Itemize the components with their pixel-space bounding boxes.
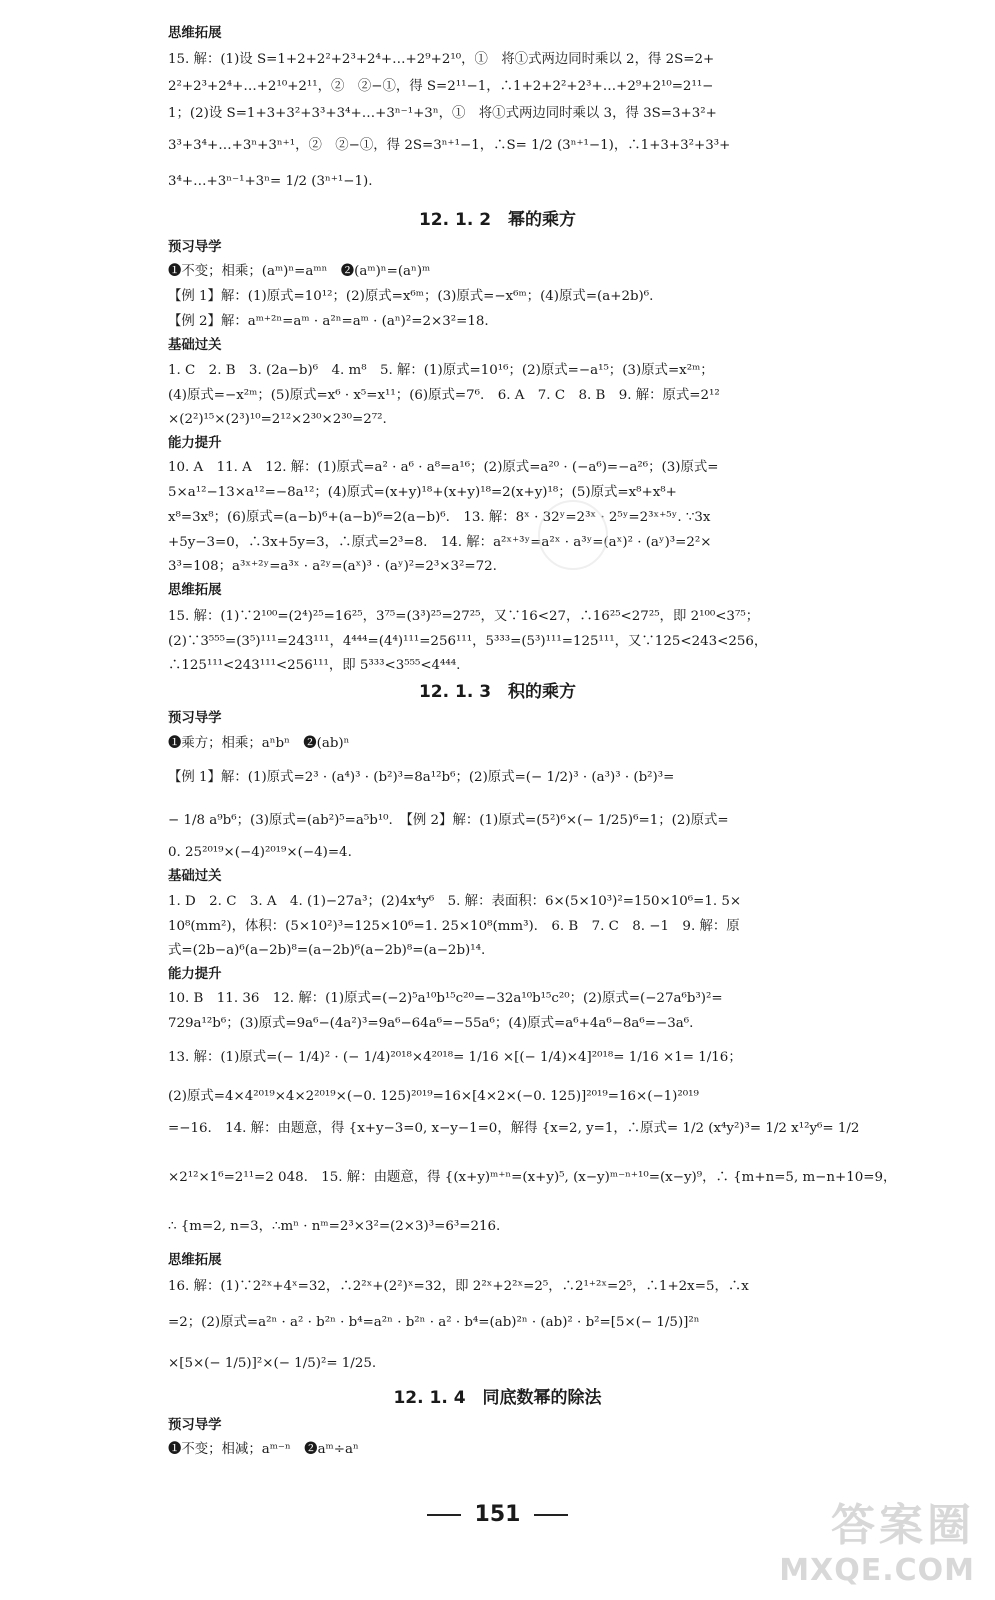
text-line: ❶不变；相减；aᵐ⁻ⁿ ❷aᵐ÷aⁿ [168, 1442, 359, 1457]
text-line: 1；(2)设 S=1+3+3²+3³+3⁴+…+3ⁿ⁻¹+3ⁿ，① 将①式两边同时乘以 3，得 3S=3+3²+ [168, 106, 717, 121]
section-header: 预习导学 [168, 1418, 222, 1433]
text-line: 10⁸(mm²)，体积：(5×10²)³=125×10⁶=1. 25×10⁸(mm³). 6. B 7. C 8. −1 9. 解：原 [168, 919, 740, 934]
text-line: 3⁴+…+3ⁿ⁻¹+3ⁿ= 1/2 (3ⁿ⁺¹−1). [168, 174, 373, 189]
text-line: (2)∵3⁵⁵⁵=(3⁵)¹¹¹=243¹¹¹，4⁴⁴⁴=(4⁴)¹¹¹=256¹¹¹，5³³³=(5³)¹¹¹=125¹¹¹，又∵125<243<256， [168, 634, 768, 649]
text-line: 【例 2】解：aᵐ⁺²ⁿ=aᵐ · a²ⁿ=aᵐ · (aⁿ)²=2×3²=18. [168, 314, 489, 329]
section-header: 预习导学 [168, 240, 222, 255]
text-line: 5×a¹²−13×a¹²=−8a¹²；(4)原式=(x+y)¹⁸+(x+y)¹⁸=2(x+y)¹⁸；(5)原式=x⁸+x⁸+ [168, 485, 677, 500]
text-line: 15. 解：(1)设 S=1+2+2²+2³+2⁴+…+2⁹+2¹⁰，① 将①式两边同时乘以 2，得 2S=2+ [168, 52, 715, 67]
text-line: =−16. 14. 解：由题意，得 {x+y−3=0, x−y−1=0，解得 {x=2, y=1，∴原式= 1/2 (x⁴y²)³= 1/2 x¹²y⁶= 1/2 [168, 1121, 860, 1136]
section-header: 预习导学 [168, 711, 222, 726]
text-line: 式=(2b−a)⁶(a−2b)⁸=(a−2b)⁶(a−2b)⁸=(a−2b)¹⁴. [168, 943, 486, 958]
text-line: 【例 1】解：(1)原式=2³ · (a⁴)³ · (b²)³=8a¹²b⁶；(2)原式=(− 1/2)³ · (a³)³ · (b²)³= [168, 770, 675, 785]
text-line: ×2¹²×1⁶=2¹¹=2 048. 15. 解：由题意，得 {(x+y)ᵐ⁺ⁿ=(x+y)⁵, (x−y)ᵐ⁻ⁿ⁺¹⁰=(x−y)⁹，∴ {m+n=5, m−n+10=9， [168, 1170, 897, 1185]
page-number-value: 151 [474, 1502, 521, 1527]
section-header: 能力提升 [168, 436, 222, 451]
text-line: +5y−3=0，∴3x+5y=3，∴原式=2³=8. 14. 解：a²ˣ⁺³ʸ=a²ˣ · a³ʸ=(aˣ)² · (aʸ)³=2²× [168, 535, 712, 550]
section-header: 思维拓展 [168, 583, 222, 598]
section-header: 思维拓展 [168, 26, 222, 41]
text-line: =2；(2)原式=a²ⁿ · a² · b²ⁿ · b⁴=a²ⁿ · b²ⁿ · a² · b⁴=(ab)²ⁿ · (ab)² · b²=[5×(− 1/5)]²ⁿ [168, 1315, 700, 1330]
text-line: 3³=108；a³ˣ⁺²ʸ=a³ˣ · a²ʸ=(aˣ)³ · (aʸ)²=2³×3²=72. [168, 559, 497, 574]
section-header: 思维拓展 [168, 1253, 222, 1268]
text-line: 【例 1】解：(1)原式=10¹²；(2)原式=x⁶ᵐ；(3)原式=−x⁶ᵐ；(4)原式=(a+2b)⁶. [168, 289, 654, 304]
text-line: 16. 解：(1)∵2²ˣ+4ˣ=32，∴2²ˣ+(2²)ˣ=32，即 2²ˣ+2²ˣ=2⁵，∴2¹⁺²ˣ=2⁵，∴1+2x=5，∴x [168, 1279, 749, 1294]
text-line: ❶不变；相乘；(aᵐ)ⁿ=aᵐⁿ ❷(aᵐ)ⁿ=(aⁿ)ᵐ [168, 264, 431, 279]
text-line: ❶乘方；相乘；aⁿbⁿ ❷(ab)ⁿ [168, 736, 350, 751]
section-header: 基础过关 [168, 338, 222, 353]
watermark-line1: 答案圈 [831, 1500, 975, 1551]
text-line: ∴125¹¹¹<243¹¹¹<256¹¹¹，即 5³³³<3⁵⁵⁵<4⁴⁴⁴. [168, 658, 461, 673]
text-line: 729a¹²b⁶；(3)原式=9a⁶−(4a²)³=9a⁶−64a⁶=−55a⁶；(4)原式=a⁶+4a⁶−8a⁶=−3a⁶. [168, 1016, 694, 1031]
text-line: 10. B 11. 36 12. 解：(1)原式=(−2)⁵a¹⁰b¹⁵c²⁰=−32a¹⁰b¹⁵c²⁰；(2)原式=(−27a⁶b³)²= [168, 991, 723, 1006]
text-line: 2²+2³+2⁴+…+2¹⁰+2¹¹，② ②−①，得 S=2¹¹−1，∴1+2+2²+2³+…+2⁹+2¹⁰=2¹¹− [168, 79, 714, 94]
text-line: 1. D 2. C 3. A 4. (1)−27a³；(2)4x⁴y⁶ 5. 解：表面积：6×(5×10³)²=150×10⁶=1. 5× [168, 894, 742, 909]
section-header: 能力提升 [168, 967, 222, 982]
text-line: 0. 25²⁰¹⁹×(−4)²⁰¹⁹×(−4)=4. [168, 845, 352, 860]
watermark-logo [779, 1489, 975, 1588]
section-title-12-1-2: 12. 1. 2 幂的乘方 [418, 210, 577, 230]
text-line: (2)原式=4×4²⁰¹⁹×4×2²⁰¹⁹×(−0. 125)²⁰¹⁹=16×[4×2×(−0. 125)]²⁰¹⁹=16×(−1)²⁰¹⁹ [168, 1089, 699, 1104]
text-line: (4)原式=−x²ᵐ；(5)原式=x⁶ · x⁵=x¹¹；(6)原式=7⁶. 6. A 7. C 8. B 9. 解：原式=2¹² [168, 388, 720, 403]
watermark-line2: MXQE.COM [779, 1553, 975, 1588]
text-line: x⁸=3x⁸；(6)原式=(a−b)⁶+(a−b)⁶=2(a−b)⁶. 13. 解：8ˣ · 32ʸ=2³ˣ · 2⁵ʸ=2³ˣ⁺⁵ʸ. ∵3x [168, 510, 711, 525]
text-line: ×[5×(− 1/5)]²×(− 1/5)²= 1/25. [168, 1356, 377, 1371]
text-line: 10. A 11. A 12. 解：(1)原式=a² · a⁶ · a⁸=a¹⁶；(2)原式=a²⁰ · (−a⁶)=−a²⁶；(3)原式= [168, 460, 719, 475]
section-title-12-1-3: 12. 1. 3 积的乘方 [418, 682, 577, 702]
page-number-dash-right [534, 1514, 568, 1516]
text-line: 15. 解：(1)∵2¹⁰⁰=(2⁴)²⁵=16²⁵，3⁷⁵=(3³)²⁵=27²⁵，又∵16<27，∴16²⁵<27²⁵，即 2¹⁰⁰<3⁷⁵； [168, 609, 760, 624]
text-line: 1. C 2. B 3. (2a−b)⁶ 4. m⁸ 5. 解：(1)原式=10¹⁶；(2)原式=−a¹⁵；(3)原式=x²ᵐ； [168, 363, 714, 378]
faded-stamp [538, 500, 608, 570]
page-number-dash-left [427, 1514, 461, 1516]
section-title-12-1-4: 12. 1. 4 同底数幂的除法 [393, 1388, 602, 1408]
text-line: ∴ {m=2, n=3，∴mⁿ · nᵐ=2³×3²=(2×3)³=6³=216. [168, 1219, 501, 1234]
text-line: 13. 解：(1)原式=(− 1/4)² · (− 1/4)²⁰¹⁸×4²⁰¹⁸= 1/16 ×[(− 1/4)×4]²⁰¹⁸= 1/16 ×1= 1/16； [168, 1050, 742, 1065]
text-line: − 1/8 a⁹b⁶；(3)原式=(ab²)⁵=a⁵b¹⁰. 【例 2】解：(1)原式=(5²)⁶×(− 1/25)⁶=1；(2)原式= [168, 813, 729, 828]
text-line: ×(2²)¹⁵×(2³)¹⁰=2¹²×2³⁰×2³⁰=2⁷². [168, 412, 387, 427]
text-line: 3³+3⁴+…+3ⁿ+3ⁿ⁺¹，② ②−①，得 2S=3ⁿ⁺¹−1，∴S= 1/2 (3ⁿ⁺¹−1)，∴1+3+3²+3³+ [168, 138, 731, 153]
section-header: 基础过关 [168, 869, 222, 884]
